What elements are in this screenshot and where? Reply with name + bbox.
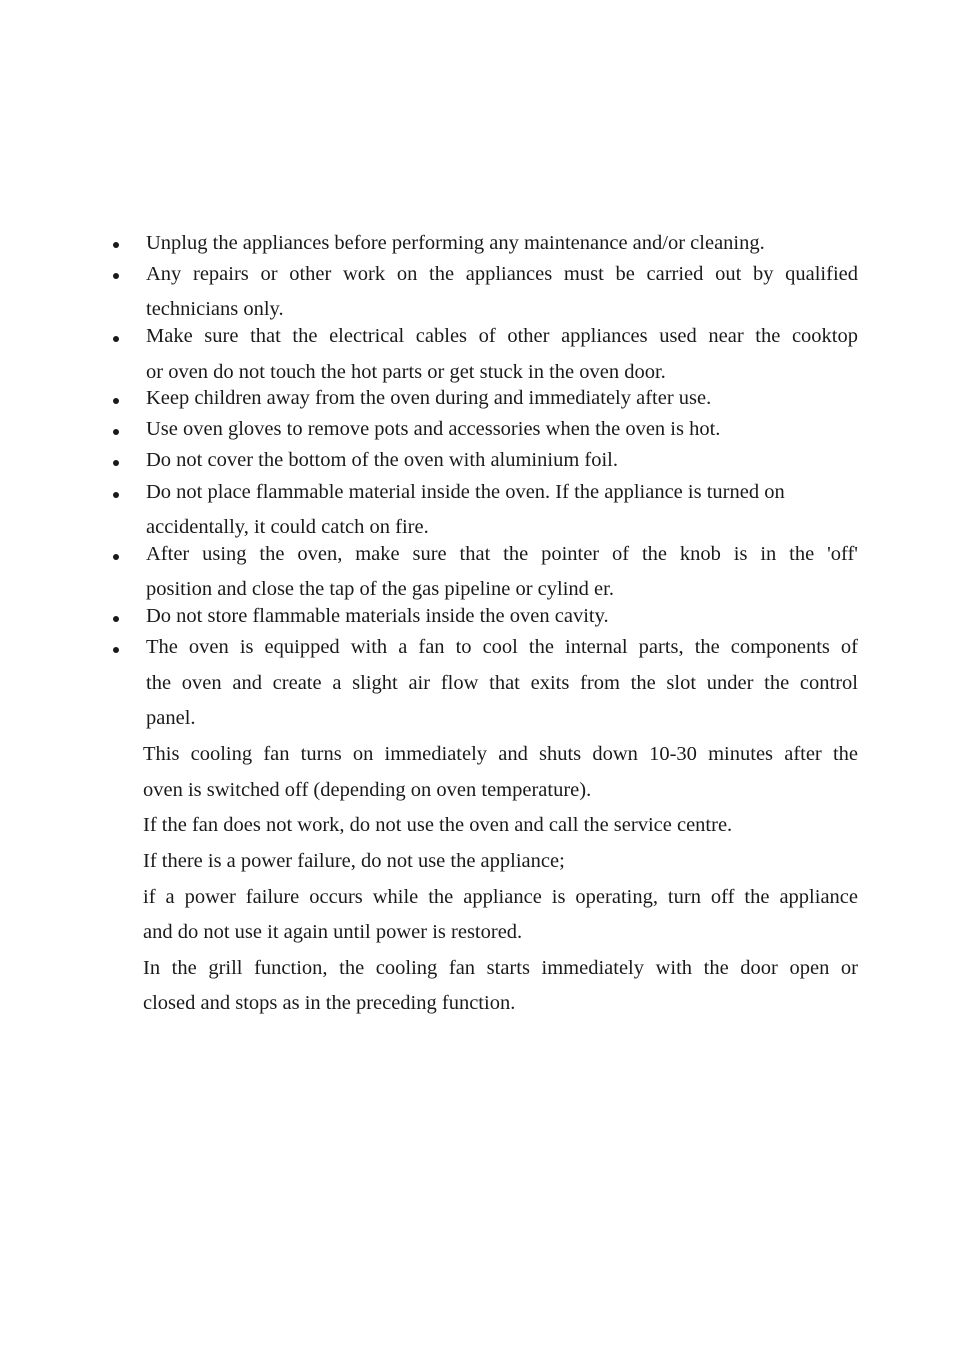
paragraph-text: oven is switched off (depending on oven temperature). xyxy=(143,779,592,801)
list-item-text: accidentally, it could catch on fire. xyxy=(146,516,429,538)
bullet-icon xyxy=(113,429,119,435)
list-item-text: Do not cover the bottom of the oven with aluminium foil. xyxy=(146,449,618,471)
list-item-text: Do not place flammable material inside the oven. If the appliance is turned on xyxy=(146,481,785,503)
list-item-text: Do not store flammable materials inside the oven cavity. xyxy=(146,605,609,627)
bullet-icon xyxy=(113,273,119,279)
list-item-text: or oven do not touch the hot parts or get stuck in the oven door. xyxy=(146,361,666,383)
paragraph-text: In the grill function, the cooling fan starts immediately with the door open or xyxy=(143,957,858,979)
list-item-text: the oven and create a slight air flow that exits from the slot under the control xyxy=(146,672,858,694)
list-item-text: technicians only. xyxy=(146,298,284,320)
list-item-text: position and close the tap of the gas pipeline or cylind er. xyxy=(146,578,614,600)
paragraph-text: if a power failure occurs while the appliance is operating, turn off the appliance xyxy=(143,886,858,908)
list-item-text: After using the oven, make sure that the pointer of the knob is in the 'off' xyxy=(146,543,858,565)
list-item-text: Any repairs or other work on the appliances must be carried out by qualified xyxy=(146,263,858,285)
list-item-text: Make sure that the electrical cables of other appliances used near the cooktop xyxy=(146,325,858,347)
bullet-icon xyxy=(113,616,119,622)
bullet-icon xyxy=(113,336,119,342)
list-item-text: The oven is equipped with a fan to cool the internal parts, the components of xyxy=(146,636,858,658)
list-item-text: Use oven gloves to remove pots and accessories when the oven is hot. xyxy=(146,418,721,440)
bullet-icon xyxy=(113,242,119,248)
bullet-icon xyxy=(113,554,119,560)
paragraph-text: This cooling fan turns on immediately and shuts down 10-30 minutes after the xyxy=(143,743,858,765)
bullet-icon xyxy=(113,398,119,404)
paragraph-text: If the fan does not work, do not use the oven and call the service centre. xyxy=(143,814,733,836)
paragraph-text: and do not use it again until power is restored. xyxy=(143,921,523,943)
paragraph-text: If there is a power failure, do not use the appliance; xyxy=(143,850,565,872)
list-item-text: panel. xyxy=(146,707,196,729)
bullet-icon xyxy=(113,492,119,498)
bullet-icon xyxy=(113,647,119,653)
list-item-text: Unplug the appliances before performing any maintenance and/or cleaning. xyxy=(146,232,765,254)
list-item-text: Keep children away from the oven during and immediately after use. xyxy=(146,387,712,409)
paragraph-text: closed and stops as in the preceding function. xyxy=(143,992,516,1014)
bullet-icon xyxy=(113,460,119,466)
